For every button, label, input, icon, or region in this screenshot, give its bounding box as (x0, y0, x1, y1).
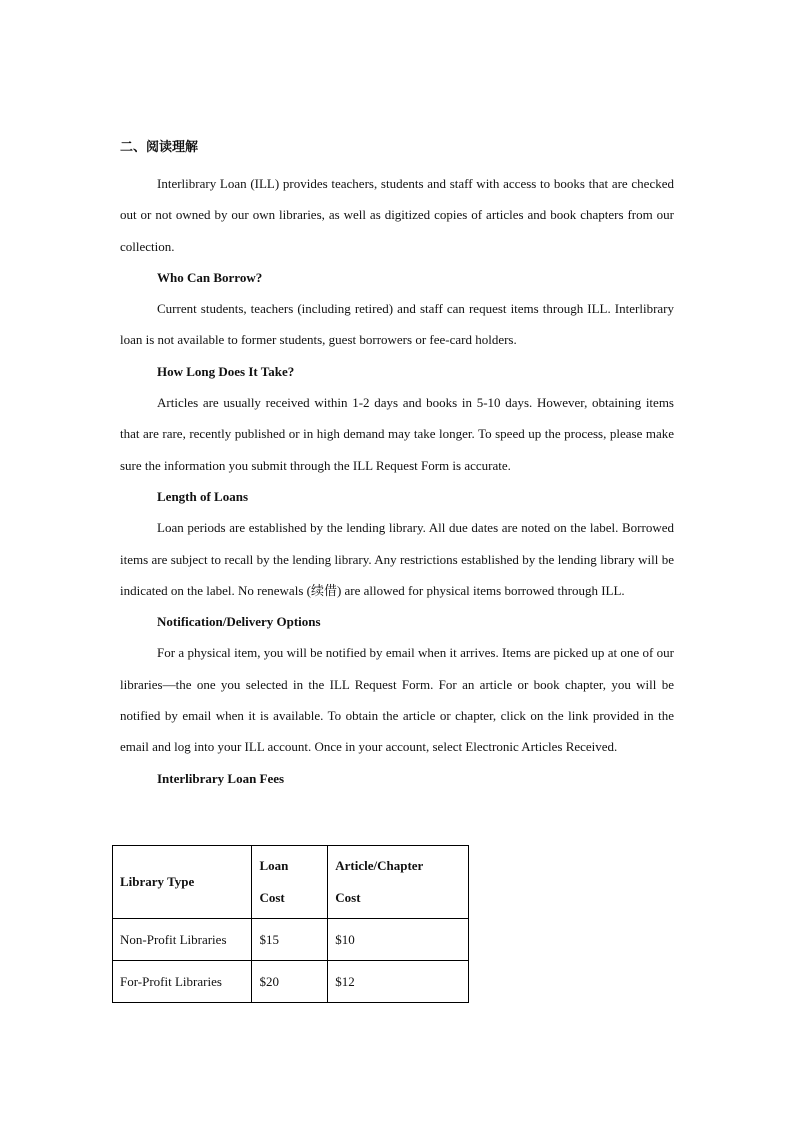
cell-library-type: For-Profit Libraries (113, 961, 252, 1003)
header-article-cost-line1: Article/Chapter (335, 858, 424, 873)
cell-article-cost: $10 (328, 919, 469, 961)
document-body (120, 137, 674, 794)
header-loan-cost-line2: Cost (259, 890, 285, 905)
header-article-cost-line2: Cost (335, 890, 361, 905)
paragraph-who-can-borrow: Current students, teachers (including retired) and staff can request items through ILL. Interlibrary loan is not available to former students, guest borrowers or fee-card holders. (120, 301, 674, 348)
intro-paragraph: Interlibrary Loan (ILL) provides teachers, students and staff with access to books that are checked out or not owned by our own libraries, as well as digitized copies of articles and book chapters from our collection. (120, 176, 674, 254)
heading-fees: Interlibrary Loan Fees (157, 770, 285, 786)
heading-who-can-borrow: Who Can Borrow? (157, 269, 263, 285)
cell-loan-cost: $15 (252, 919, 328, 961)
header-library-type: Library Type (113, 846, 252, 919)
fees-table-header (113, 846, 469, 919)
heading-length-of-loans: Length of Loans (157, 488, 249, 504)
heading-how-long: How Long Does It Take? (157, 363, 295, 379)
paragraph-length-of-loans: Loan periods are established by the lending library. All due dates are noted on the label. Borrowed items are subject to recall by the lending library. Any restrictions established by the lending library will be indicated on the label. No renewals (续借) are allowed for physical items borrowed through ILL. (120, 520, 674, 598)
table-row (113, 961, 469, 1003)
paragraph-how-long: Articles are usually received within 1-2 days and books in 5-10 days. However, obtaining items that are rare, recently published or in high demand may take longer. To speed up the process, please make sure the information you submit through the ILL Request Form is accurate. (120, 395, 674, 473)
cell-loan-cost: $20 (252, 961, 328, 1003)
paragraph-notification: For a physical item, you will be notified by email when it arrives. Items are picked up at one of our libraries—the one you selected in the ILL Request Form. For an article or book chapter, you will be notified by email when it is available. To obtain the article or chapter, click on the link provided in the email and log into your ILL account. Once in your account, select Electronic Articles Received. (120, 645, 674, 755)
heading-notification: Notification/Delivery Options (157, 614, 321, 630)
cell-library-type: Non-Profit Libraries (113, 919, 252, 961)
fees-table (112, 845, 469, 1003)
header-loan-cost-line1: Loan (259, 858, 289, 873)
header-article-cost (328, 846, 469, 919)
table-row (113, 919, 469, 961)
section-title: 二、阅读理解 (120, 140, 199, 155)
header-loan-cost (252, 846, 328, 919)
cell-article-cost: $12 (328, 961, 469, 1003)
